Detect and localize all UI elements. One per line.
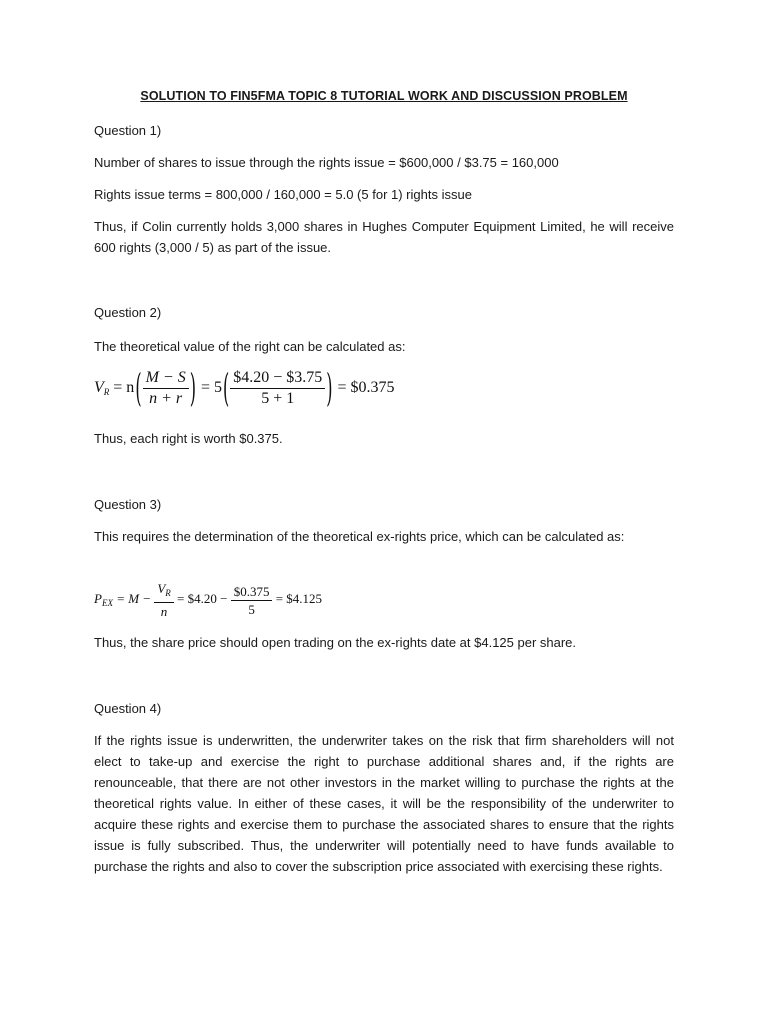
question-4-paragraph: If the rights issue is underwritten, the underwriter takes on the risk that firm shareholders will not elect to take-up and exercise the right to purchase additional shares and, if the rights are renounceable, that there are not other investors in the market willing to purchase the rights at the theoretical rights value. In either of these cases, it will be the responsibility of the underwriter to acquire these rights and exercise them to purchase the associated shares to ensure that the rights issue is fully subscribed. Thus, the underwriter will potentially need to have funds available to purchase the rights and also to cover the subscription price associated with exercising these rights. <box>94 733 674 874</box>
rights-value-equation: $V_R = n$( $\frac{M - S}{n + r}$ ) = 5( $\frac{\$4.20 - \$3.75}{5 + 1}$ ) = $0.375 <box>94 364 395 411</box>
eq-equals-m-minus: = M − <box>116 590 152 606</box>
eq3-fraction-2 <box>231 583 273 618</box>
eq3-fraction-1 <box>154 580 173 620</box>
eq-fraction-1-numerator: M − S <box>145 369 186 386</box>
question-1-paragraph: Thus, if Colin currently holds 3,000 shares in Hughes Computer Equipment Limited, he will receive 600 rights (3,000 / 5) as part of the issue. <box>94 219 674 255</box>
question-1-line-1: Number of shares to issue through the rights issue = $600,000 / $3.75 = 160,000 <box>94 155 559 170</box>
eq-vr-symbol: V <box>94 379 104 397</box>
eq-pex-symbol: P <box>94 590 102 606</box>
question-3-intro: This requires the determination of the theoretical ex-rights price, which can be calculated as: <box>94 529 625 544</box>
eq-equals-5: = 5 <box>200 379 222 397</box>
eq3-fraction-2-numerator: $0.375 <box>233 583 270 599</box>
eq3-result: = $4.125 <box>275 590 323 606</box>
question-2-conclusion: Thus, each right is worth $0.375. <box>94 431 283 446</box>
question-3-conclusion: Thus, the share price should open trading on the ex-rights date at $4.125 per share. <box>94 635 577 650</box>
question-3-heading: Question 3) <box>94 497 162 512</box>
eq3-fraction-1-numerator-sub: R <box>165 588 171 598</box>
eq-fraction-1-denominator: n + r <box>143 388 189 409</box>
question-2-heading: Question 2) <box>94 305 162 320</box>
eq3-equals-price: = $4.20 − <box>177 590 228 606</box>
question-4-heading: Question 4) <box>94 701 162 716</box>
eq3-fraction-1-denominator: n <box>154 602 173 620</box>
eq-pex-subscript: EX <box>101 597 113 608</box>
question-1-line-2: Rights issue terms = 800,000 / 160,000 = 5.0 (5 for 1) rights issue <box>94 187 472 202</box>
question-1-heading: Question 1) <box>94 123 162 138</box>
ex-rights-price-equation <box>94 580 322 620</box>
eq-equals-n: = n <box>113 379 135 397</box>
eq3-fraction-2-denominator: 5 <box>231 600 273 618</box>
eq-fraction-2-denominator: 5 + 1 <box>230 388 325 409</box>
question-2-intro: The theoretical value of the right can be calculated as: <box>94 339 406 354</box>
eq-fraction-1 <box>143 368 189 409</box>
eq-vr-subscript: R <box>103 387 110 398</box>
eq-fraction-2-numerator: $4.20 − $3.75 <box>233 369 323 386</box>
document-title: SOLUTION TO FIN5FMA TOPIC 8 TUTORIAL WORK AND DISCUSSION PROBLEM <box>140 89 628 103</box>
eq-result: = $0.375 <box>337 379 395 397</box>
eq3-fraction-1-numerator: V <box>157 581 166 596</box>
eq-fraction-2 <box>230 368 325 409</box>
